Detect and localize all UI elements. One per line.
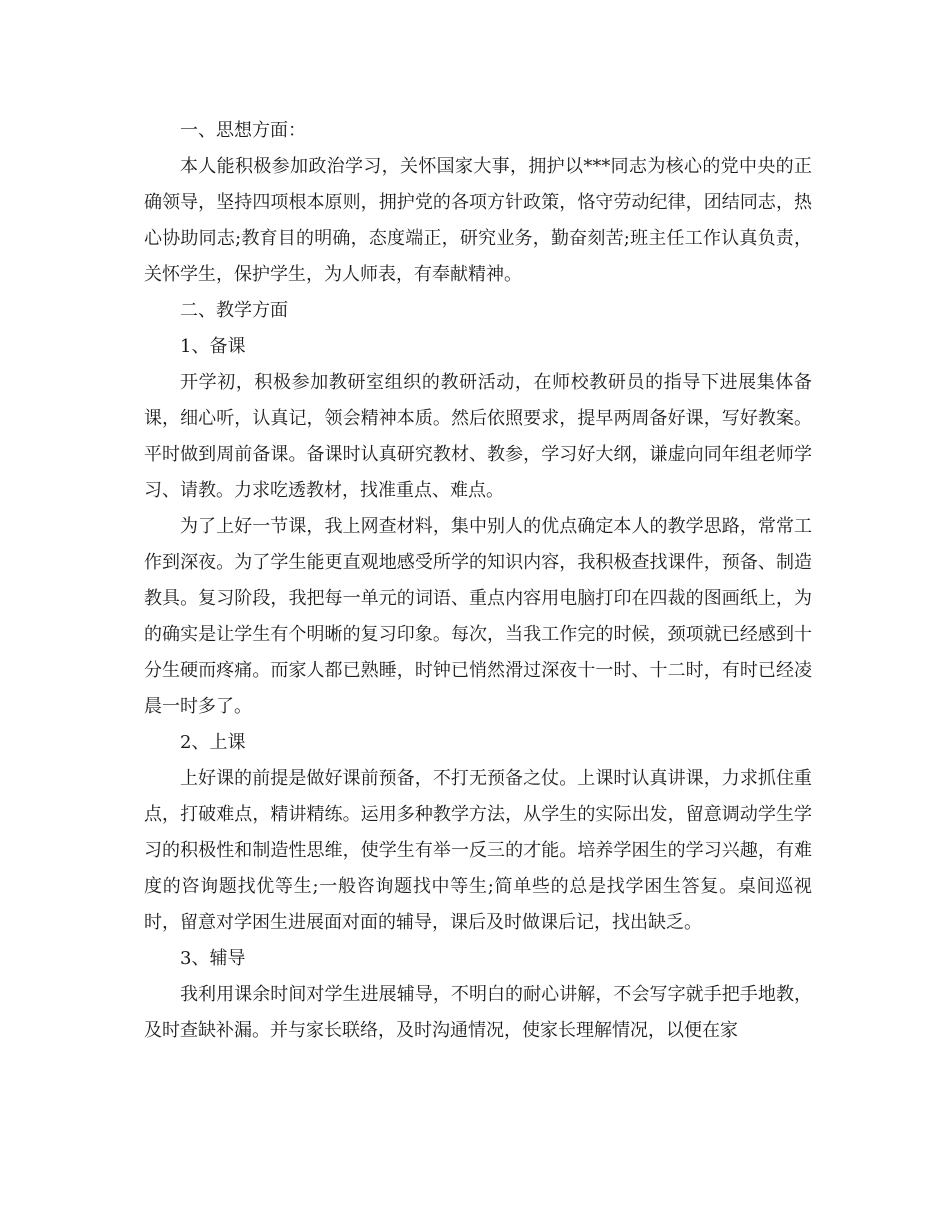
section-heading-thought: 一、思想方面： — [180, 120, 306, 141]
paragraph-thought-body: 本人能积极参加政治学习，关怀国家大事，拥护以***同志为核心的党中央的正确领导，坚持四项根本原则，拥护党的各项方针政策，恪守劳动纪律，团结同志，热心协助同志;教育目的明确，态度端正，研究业务，勤奋刻苦;班主任工作认真负责，关怀学生，保护学生，为人师表，有奉献精神。 — [144, 156, 812, 285]
section-heading-teaching: 二、教学方面 — [180, 300, 288, 321]
paragraph-lesson-prep-2: 为了上好一节课，我上网查材料，集中别人的优点确定本人的教学思路，常常工作到深夜。为了学生能更直观地感受所学的知识内容，我积极查找课件，预备、制造教具。复习阶段，我把每一单元的词语、重点内容用电脑打印在四裁的图画纸上，为的确实是让学生有个明晰的复习印象。每次，当我工作完的时候，颈项就已经感到十分生硬而疼痛。而家人都已熟睡，时钟已悄然滑过深夜十一时、十二时，有时已经凌晨一时多了。 — [144, 516, 812, 717]
paragraph-tutoring-body: 我利用课余时间对学生进展辅导，不明白的耐心讲解，不会写字就手把手地教，及时查缺补漏。并与家长联络，及时沟通情况，使家长理解情况，以便在家 — [144, 984, 812, 1041]
paragraph-class-body: 上好课的前提是做好课前预备，不打无预备之仗。上课时认真讲课，力求抓住重点，打破难点，精讲精练。运用多种教学方法，从学生的实际出发，留意调动学生学习的积极性和制造性思维，使学生有举一反三的才能。培养学困生的学习兴趣，有难度的咨询题找优等生;一般咨询题找中等生;简单些的总是找学困生答复。桌间巡视时，留意对学困生进展面对面的辅导，课后及时做课后记，找出缺乏。 — [144, 768, 812, 933]
paragraph-lesson-prep-1: 开学初，积极参加教研室组织的教研活动，在师校教研员的指导下进展集体备课，细心听，认真记，领会精神本质。然后依照要求，提早两周备好课，写好教案。平时做到周前备课。备课时认真研究教材、教参，学习好大纲，谦虚向同年组老师学习、请教。力求吃透教材，找准重点、难点。 — [144, 372, 812, 501]
subheading-class: 2、上课 — [180, 732, 246, 753]
subheading-lesson-prep: 1、备课 — [180, 336, 246, 357]
subheading-tutoring: 3、辅导 — [180, 948, 246, 969]
document-body — [144, 113, 812, 1049]
